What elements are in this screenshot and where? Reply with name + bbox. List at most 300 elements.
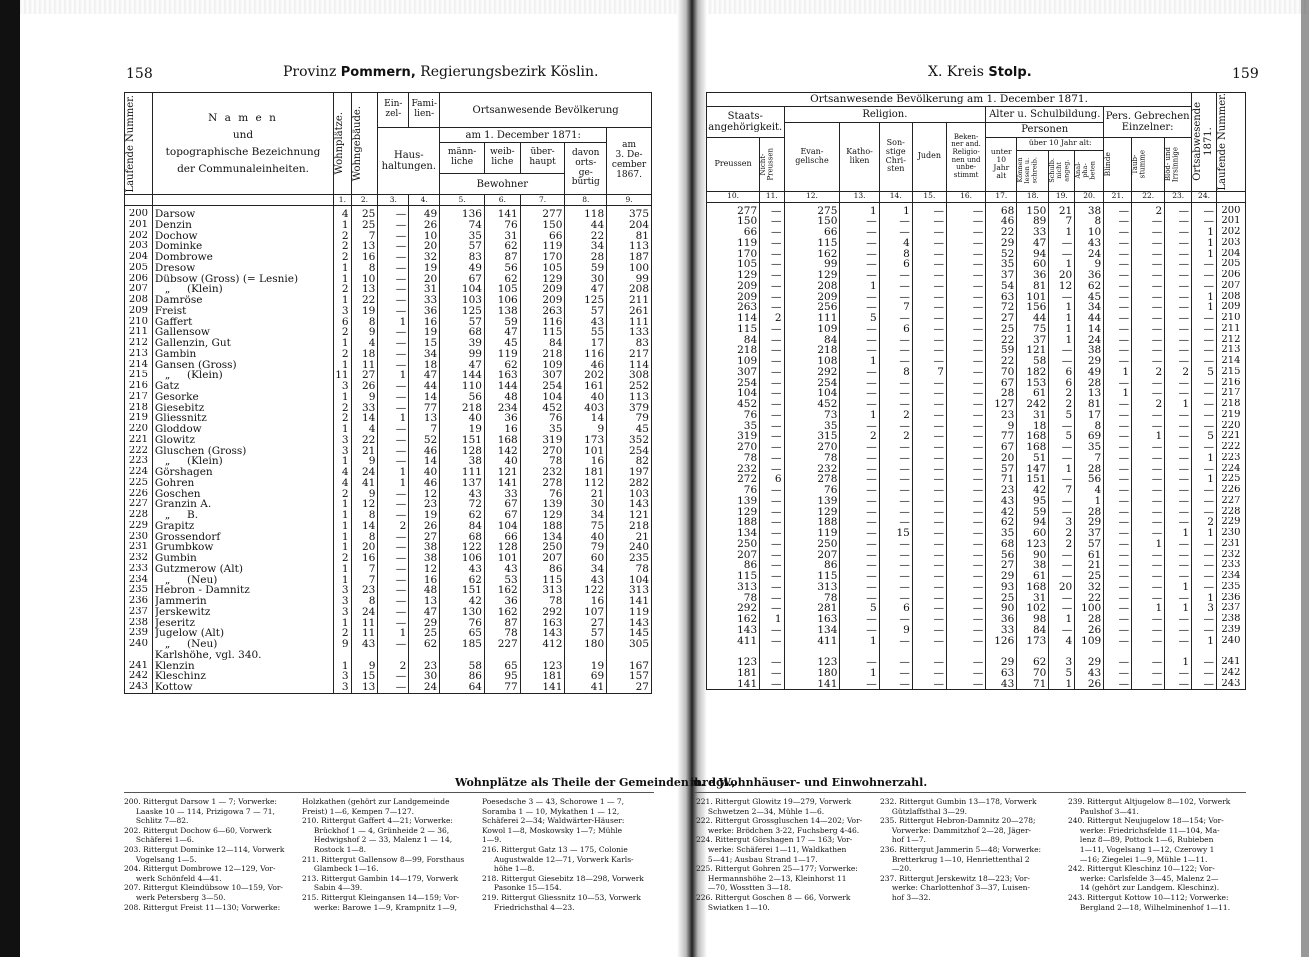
footer-rule-left — [124, 792, 654, 793]
cell-value: — — [771, 571, 782, 582]
cell-value: 2 — [399, 520, 407, 532]
cell-value: 38 — [423, 542, 438, 553]
cell-value: 20 — [423, 273, 438, 285]
cell-value: — — [1151, 635, 1163, 647]
col-taubstumme: Taub- stumme — [1132, 137, 1165, 191]
cell-value: 49 — [1087, 366, 1102, 378]
cell-value: — — [899, 399, 910, 410]
cell-value: 104 — [817, 388, 838, 400]
cell-value: 79 — [590, 542, 605, 553]
column-number: 21. — [1104, 191, 1132, 202]
cell-value: 1 — [1065, 614, 1073, 625]
cell-value: — — [866, 420, 877, 432]
cell-value: — — [899, 560, 910, 572]
cell-value: — — [1118, 313, 1130, 324]
cell-value: 125 — [584, 295, 605, 306]
left-statistics-table — [124, 92, 652, 694]
place-name: Gambin — [154, 348, 197, 360]
cell-value: 236 — [128, 596, 148, 606]
place-name: Gesorke — [154, 391, 199, 403]
cell-value: — — [771, 399, 782, 410]
cell-value: 168 — [1026, 431, 1047, 443]
cell-value: 228 — [1221, 506, 1241, 517]
place-name: Jeseritz — [154, 617, 195, 629]
cell-value: — — [866, 506, 877, 518]
cell-value: 9 — [368, 456, 376, 467]
cell-value: 63 — [1000, 667, 1015, 679]
cell-value: 18 — [423, 359, 438, 371]
cell-value: 2 — [341, 230, 349, 242]
cell-value: 35 — [1087, 442, 1102, 453]
cell-value: 254 — [737, 377, 758, 389]
cell-value: — — [866, 302, 877, 314]
cell-value: 213 — [1221, 345, 1241, 356]
cell-value: 209 — [542, 284, 563, 295]
cell-value: — — [899, 474, 910, 486]
cell-value: 188 — [817, 517, 838, 529]
cell-value: — — [972, 538, 984, 550]
cell-value: 90 — [1032, 549, 1047, 561]
cell-value: 319 — [542, 434, 563, 446]
cell-value: 105 — [497, 284, 518, 295]
cell-value: 15 — [362, 671, 376, 682]
cell-value: — — [933, 560, 944, 572]
column-number: 13. — [840, 191, 879, 202]
cell-value: — — [933, 248, 944, 260]
cell-value: 163 — [817, 614, 838, 625]
cell-value: 7 — [1065, 216, 1073, 228]
cell-value: 57 — [1000, 463, 1015, 475]
right-column-c18 — [1017, 202, 1049, 690]
cell-value: 43 — [468, 488, 482, 500]
cell-value: 113 — [628, 241, 649, 252]
cell-value: 147 — [1026, 463, 1047, 475]
cell-value: — — [972, 571, 984, 582]
column-number: 5. — [440, 195, 485, 206]
cell-value: 9 — [368, 660, 376, 672]
cell-value: 45 — [635, 424, 649, 435]
cell-value: 1 — [1065, 463, 1073, 475]
cell-value: — — [933, 356, 944, 367]
cell-value: 3 — [341, 585, 349, 596]
cell-value: 35 — [549, 424, 563, 435]
cell-value: 216 — [128, 381, 148, 391]
cell-value: 7 — [1065, 485, 1073, 496]
cell-value: 2 — [1065, 528, 1073, 539]
right-column-c13 — [840, 202, 879, 690]
cell-value: 188 — [737, 517, 758, 529]
cell-value: 141 — [542, 682, 563, 693]
cell-value: 204 — [128, 252, 148, 262]
place-name: Gutzmerow (Alt) — [154, 563, 243, 575]
cell-value: 13 — [1087, 388, 1102, 400]
cell-value: — — [395, 606, 407, 618]
cell-value: 37 — [1087, 528, 1102, 539]
cell-value: 168 — [1026, 442, 1047, 453]
cell-value: 143 — [628, 617, 649, 629]
cell-value: — — [1151, 377, 1163, 389]
cell-value: 182 — [1026, 366, 1047, 378]
cell-value: 1 — [1155, 603, 1163, 615]
cell-value: 234 — [128, 574, 148, 585]
col-am-dez: am 1. December 1871: — [440, 128, 607, 143]
cell-value: 200 — [128, 209, 148, 219]
cell-value: — — [933, 409, 944, 421]
cell-value: 43 — [590, 574, 605, 586]
cell-value: 31 — [423, 284, 438, 295]
cell-value: 38 — [1087, 345, 1102, 357]
cell-value: — — [899, 485, 910, 496]
cell-value: 232 — [542, 467, 563, 478]
cell-value: 52 — [423, 434, 438, 446]
cell-value: 9 — [597, 424, 605, 435]
cell-value: 38 — [468, 456, 482, 467]
cell-value: — — [933, 474, 944, 486]
cell-value: 200 — [1221, 205, 1241, 216]
cell-value: 134 — [737, 528, 758, 539]
cell-value: 34 — [1087, 302, 1102, 314]
cell-value: 308 — [628, 370, 649, 381]
cell-value: 30 — [590, 499, 605, 510]
cell-value: — — [771, 581, 782, 593]
cell-value: 73 — [824, 409, 838, 421]
cell-value: — — [771, 485, 782, 496]
place-name: Gatz — [154, 381, 180, 392]
cell-value: 26 — [362, 381, 376, 392]
cell-value: 1 — [1182, 399, 1190, 410]
cell-value: 219 — [128, 413, 148, 424]
cell-value: 292 — [817, 366, 838, 378]
cell-value: 234 — [497, 402, 518, 414]
cell-value: 6 — [903, 603, 910, 615]
cell-value: 68 — [468, 531, 482, 543]
cell-value: — — [771, 366, 782, 378]
cell-value: — — [1118, 323, 1130, 335]
cell-value: 181 — [542, 671, 563, 682]
cell-value: 221 — [1221, 431, 1241, 442]
cell-value: 19 — [362, 305, 376, 317]
cell-value: — — [771, 495, 782, 507]
footer-column: 239. Rittergut Altjugelow 8—102, Vorwerk Paulshof 3—41. 240. Rittergut Neujugelow 18—154; Vor- werke: Friedrichsfelde 11—104, Ma- lenz 8—89, Pottock 1—6, Rubieben 1—11, Vogelsang 1—12, Czerowy 1 —16; Ziegelei 1—9, Mühle 1—11. 242. Rittergut Kleschinz 10—122; Vor- werke: Carlsfelde 3—45, Malenz 2— 14 (gehört zur Landgem. Kleschinz). 243. Rittergut Kottow 10—112; Vorwerke: Bergland 2—18, Wilhelminenhof 1—11. — [1068, 797, 1231, 912]
column-number: 8. — [565, 195, 607, 206]
cell-value: — — [866, 485, 877, 496]
place-name: Damröse — [154, 295, 203, 306]
cell-value: 161 — [584, 381, 605, 392]
cell-value: 3 — [1207, 603, 1214, 615]
cell-value: — — [1151, 345, 1163, 357]
cell-value: — — [933, 270, 944, 281]
right-column-c11 — [760, 202, 784, 690]
col-staats: Staats- angehörigkeit. — [707, 107, 785, 138]
col-kathol: Katho- liken — [840, 122, 879, 191]
cell-value: — — [1178, 452, 1190, 464]
cell-value: — — [866, 291, 877, 303]
cell-value: 72 — [1000, 302, 1015, 314]
cell-value: 180 — [817, 667, 838, 679]
cell-value: 99 — [635, 273, 649, 285]
cell-value: 238 — [1221, 614, 1241, 625]
cell-value: 66 — [743, 227, 758, 238]
cell-value: 1 — [341, 391, 349, 403]
cell-value: — — [866, 270, 877, 281]
cell-value: 5 — [1065, 667, 1073, 679]
cell-value: 6 — [341, 316, 349, 328]
cell-value: 224 — [1221, 463, 1241, 474]
cell-value: 10 — [423, 230, 438, 242]
cell-value: 239 — [128, 628, 148, 639]
cell-value: 10 — [362, 273, 376, 285]
cell-value: — — [972, 614, 984, 625]
cell-value: 21 — [635, 531, 649, 543]
cell-value: — — [933, 506, 944, 518]
cell-value: — — [1118, 581, 1130, 593]
cell-value: 1 — [399, 370, 407, 381]
cell-value: 40 — [590, 391, 605, 403]
cell-value: — — [395, 424, 407, 435]
cell-value: — — [899, 549, 910, 561]
cell-value: 119 — [737, 237, 758, 249]
cell-value: 25 — [1000, 323, 1015, 335]
cell-value: — — [1203, 323, 1214, 335]
cell-value: 214 — [1221, 356, 1241, 367]
cell-value: 61 — [1032, 571, 1047, 582]
cell-value: — — [1151, 614, 1163, 625]
cell-value: 29 — [1087, 517, 1102, 529]
cell-value: 270 — [542, 445, 563, 457]
cell-value: — — [933, 280, 944, 292]
cell-value: 181 — [737, 667, 758, 679]
col-names: N a m e n und topographische Bezeichnung der Communaleinheiten. — [152, 93, 333, 195]
cell-value: — — [1178, 334, 1190, 346]
cell-value: 1 — [903, 205, 910, 217]
cell-value: — — [771, 452, 782, 464]
col-pers-gebrechen: Pers. Gebrechen Einzelner: — [1104, 107, 1192, 138]
cell-value: 109 — [1081, 635, 1102, 647]
cell-value: — — [899, 571, 910, 582]
right-column-c10 — [707, 202, 760, 690]
cell-value: 2 — [341, 402, 349, 414]
cell-value: 150 — [817, 216, 838, 228]
cell-value: — — [899, 495, 910, 507]
cell-value: — — [1151, 216, 1163, 228]
cell-value: 151 — [461, 585, 482, 596]
cell-value: 1 — [1065, 313, 1073, 324]
cell-value: 3 — [341, 671, 349, 682]
cell-value: — — [866, 237, 877, 249]
cell-value: — — [972, 259, 984, 271]
cell-value: 114 — [737, 313, 758, 324]
cell-value: 43 — [1087, 237, 1102, 249]
cell-value: 272 — [737, 474, 758, 486]
cell-value: — — [972, 431, 984, 443]
cell-value: — — [1178, 431, 1190, 443]
cell-value: — — [899, 227, 910, 238]
cell-value: 218 — [1221, 399, 1241, 410]
cell-value: — — [395, 348, 407, 360]
cell-value: 263 — [542, 305, 563, 317]
cell-value: — — [1178, 624, 1190, 636]
cell-value: 1 — [1207, 227, 1214, 238]
cell-value: 128 — [461, 445, 482, 457]
cell-value: 68 — [1000, 538, 1015, 550]
cell-value: 65 — [468, 628, 482, 639]
cell-value: — — [972, 280, 984, 292]
cell-value: — — [395, 671, 407, 682]
cell-value: 211 — [1221, 323, 1241, 334]
cell-value: 55 — [590, 327, 605, 338]
cell-value: — — [899, 581, 910, 593]
cell-value: — — [899, 291, 910, 303]
cell-value: — — [1118, 205, 1130, 217]
cell-value: — — [899, 270, 910, 281]
cell-value: — — [1118, 409, 1130, 421]
right-column-c19 — [1049, 202, 1075, 690]
cell-value: 13 — [362, 241, 376, 252]
cell-value: 32 — [1087, 581, 1102, 593]
cell-value: — — [1061, 571, 1073, 582]
cell-value: 23 — [1000, 485, 1015, 496]
footer-rule-right — [694, 792, 1246, 793]
cell-value: 204 — [628, 219, 649, 231]
cell-value: — — [899, 345, 910, 357]
cell-value: 90 — [1000, 603, 1015, 615]
left-column-nr — [125, 206, 153, 694]
cell-value: 44 — [423, 381, 438, 392]
cell-value: 27 — [362, 370, 376, 381]
cell-value: — — [866, 248, 877, 260]
cell-value: 240 — [128, 639, 148, 649]
cell-value: 35 — [468, 230, 482, 242]
cell-value: 163 — [497, 370, 518, 381]
place-name: Dochow — [154, 230, 198, 242]
cell-value: 2 — [1065, 388, 1073, 400]
cell-value: — — [972, 356, 984, 367]
cell-value: 232 — [817, 463, 838, 475]
cell-value: 217 — [1221, 388, 1241, 399]
cell-value: 162 — [497, 585, 518, 596]
cell-value: 215 — [128, 370, 148, 381]
cell-value: 29 — [1000, 571, 1015, 582]
cell-value: 86 — [824, 560, 838, 572]
right-column-c17 — [986, 202, 1017, 690]
cell-value: 411 — [817, 635, 838, 647]
cell-value: 1 — [399, 413, 407, 424]
cell-value: 48 — [423, 585, 438, 596]
cell-value: 62 — [1000, 517, 1015, 529]
cell-value: 1 — [341, 531, 349, 543]
cell-value: 26 — [1087, 678, 1102, 690]
cell-value: 15 — [896, 528, 910, 539]
col-unter10: unter 10 Jahr alt — [986, 137, 1017, 191]
place-name: Grossendorf — [154, 531, 221, 543]
place-name: Klenzin — [154, 660, 195, 672]
place-name: Dominke — [154, 241, 203, 252]
cell-value: — — [1061, 506, 1073, 518]
cell-value: — — [1178, 356, 1190, 367]
cell-value: 14 — [423, 391, 438, 403]
cell-value: 241 — [1221, 657, 1241, 668]
cell-value: 235 — [128, 585, 148, 596]
cell-value: 109 — [737, 356, 758, 367]
cell-value: 1 — [341, 520, 349, 532]
cell-value: — — [972, 528, 984, 539]
cell-value: — — [1178, 248, 1190, 260]
cell-value: — — [866, 549, 877, 561]
cell-value: 59 — [1000, 345, 1015, 357]
cell-value: — — [1151, 280, 1163, 292]
cell-value: 11 — [362, 359, 376, 371]
cell-value: — — [1061, 356, 1073, 367]
cell-value: — — [1203, 280, 1214, 292]
cell-value: 38 — [1032, 560, 1047, 572]
col-wohnplaetze: Wohnplätze. — [334, 93, 351, 195]
cell-value: 270 — [737, 442, 758, 453]
cell-value: 5 — [1065, 409, 1073, 421]
column-number: 10. — [707, 191, 760, 202]
cell-value: 83 — [635, 338, 649, 349]
cell-value: 44 — [1032, 313, 1047, 324]
cell-value: 8 — [903, 366, 910, 378]
col-maennliche: männ- liche — [440, 143, 485, 174]
cell-value: — — [395, 542, 407, 553]
place-name: Goschen — [154, 488, 201, 500]
cell-value: — — [395, 682, 407, 693]
cell-value: 218 — [128, 402, 148, 413]
cell-value: 16 — [590, 596, 605, 607]
cell-value: 35 — [1000, 259, 1015, 271]
cell-value: 38 — [423, 553, 438, 564]
cell-value: — — [1178, 313, 1190, 324]
cell-value: — — [1178, 388, 1190, 400]
cell-value: — — [1118, 528, 1130, 539]
cell-value: 116 — [584, 348, 605, 360]
cell-value: 209 — [128, 305, 148, 316]
cell-value: — — [771, 356, 782, 367]
column-number: 4. — [409, 195, 440, 206]
cell-value: 76 — [549, 413, 563, 424]
cell-value: — — [395, 262, 407, 274]
cell-value: — — [1118, 452, 1130, 464]
cell-value: 210 — [1221, 313, 1241, 324]
cell-value: 1 — [341, 574, 349, 586]
cell-value: — — [1178, 485, 1190, 496]
cell-value: — — [1178, 549, 1190, 561]
cell-value: 25 — [362, 219, 376, 231]
cell-value: — — [395, 338, 407, 349]
cell-value: — — [395, 510, 407, 521]
cell-value: 221 — [128, 434, 148, 445]
cell-value: 13 — [423, 413, 438, 424]
cell-value: — — [395, 639, 407, 650]
cell-value: 144 — [461, 370, 482, 381]
cell-value: — — [866, 366, 877, 378]
cell-value: — — [1151, 528, 1163, 539]
cell-value: — — [866, 388, 877, 400]
cell-value: — — [933, 463, 944, 475]
cell-value: 230 — [1221, 528, 1241, 539]
cell-value: 5 — [1207, 366, 1214, 378]
cell-value: 78 — [549, 456, 563, 467]
cell-value: — — [1203, 345, 1214, 357]
cell-value: 1 — [1065, 302, 1073, 314]
cell-value: 240 — [628, 542, 649, 553]
cell-value: — — [771, 667, 782, 679]
cell-value: — — [933, 528, 944, 539]
cell-value: 1 — [1207, 592, 1214, 604]
cell-value: — — [1118, 227, 1130, 238]
cell-value: — — [1178, 205, 1190, 217]
cell-value: 207 — [128, 284, 148, 295]
